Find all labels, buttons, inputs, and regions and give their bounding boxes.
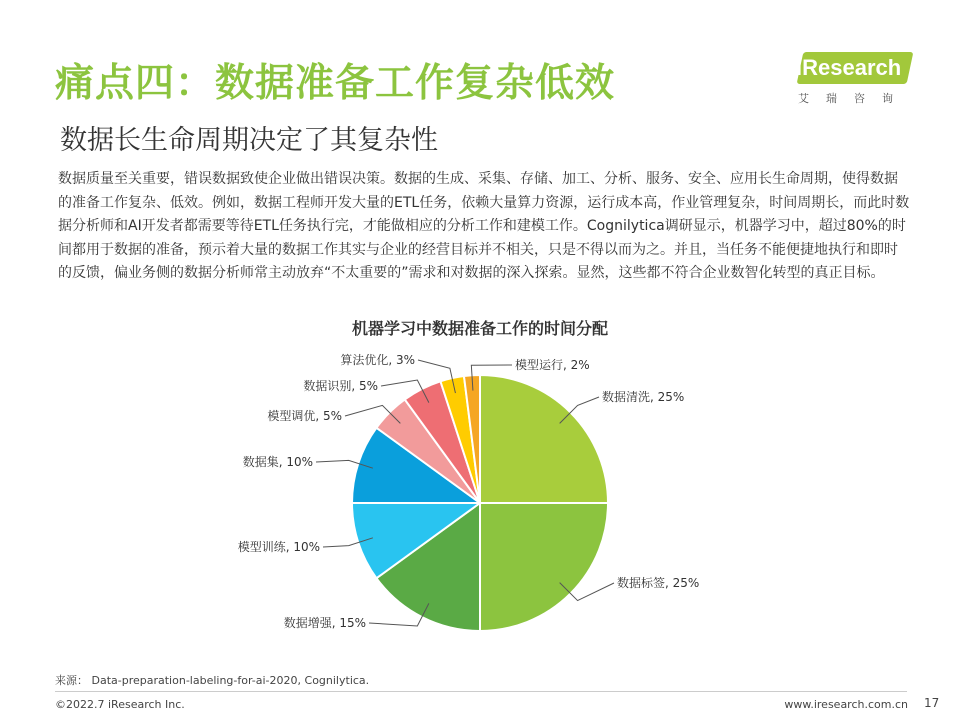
slice-label: 数据识别, 5%	[303, 379, 378, 393]
slice-label: 算法优化, 3%	[340, 353, 415, 367]
slice-label: 数据集, 10%	[242, 455, 313, 469]
slice-label: 模型训练, 10%	[237, 540, 320, 554]
footer-divider	[55, 691, 907, 692]
slice-label: 数据增强, 15%	[283, 616, 366, 630]
logo-subtext: 艾瑞咨询	[798, 92, 910, 105]
copyright: ©2022.7 iResearch Inc.	[55, 698, 185, 711]
body-paragraph: 数据质量至关重要，错误数据致使企业做出错误决策。数据的生成、采集、存储、加工、分析、服务、安全、应用长生命周期，使得数据的准备工作复杂、低效。例如，数据工程师开发大量的ETL任务，依赖大量算力资源，运行成本高，作业管理复杂，时间周期长，而此时数据分析师和AI开发者都需要等待ETL任务执行完，才能做相应的分析工作和建模工作。Cognilytica调研显示，机器学习中，超过80%的时间都用于数据的准备，预示着大量的数据工作其实与企业的经营目标并不相关，只是不得以而为之。并且，当任务不能便捷地执行和即时的反馈，偏业务侧的数据分析师常主动放弃“不太重要的”需求和对数据的深入探索。显然，这些都不符合企业数智化转型的真正目标。	[58, 171, 910, 281]
pie-slice	[480, 375, 608, 503]
slice-label: 数据清洗, 25%	[602, 390, 685, 404]
page-subtitle: 数据长生命周期决定了其复杂性	[60, 125, 438, 156]
slice-label: 模型调优, 5%	[267, 409, 342, 423]
chart-title: 机器学习中数据准备工作的时间分配	[351, 319, 608, 338]
page-number: 17	[924, 696, 940, 710]
logo-text: iResearch	[796, 55, 902, 80]
slice-label: 模型运行, 2%	[515, 358, 590, 372]
website-link[interactable]: www.iresearch.com.cn	[784, 698, 908, 711]
source-note: 来源： Data-preparation-labeling-for-ai-2020, Cognilytica.	[55, 674, 370, 687]
page-title: 痛点四：数据准备工作复杂低效	[55, 61, 616, 106]
pie-slice	[480, 503, 608, 631]
slice-label: 数据标签, 25%	[617, 576, 700, 590]
